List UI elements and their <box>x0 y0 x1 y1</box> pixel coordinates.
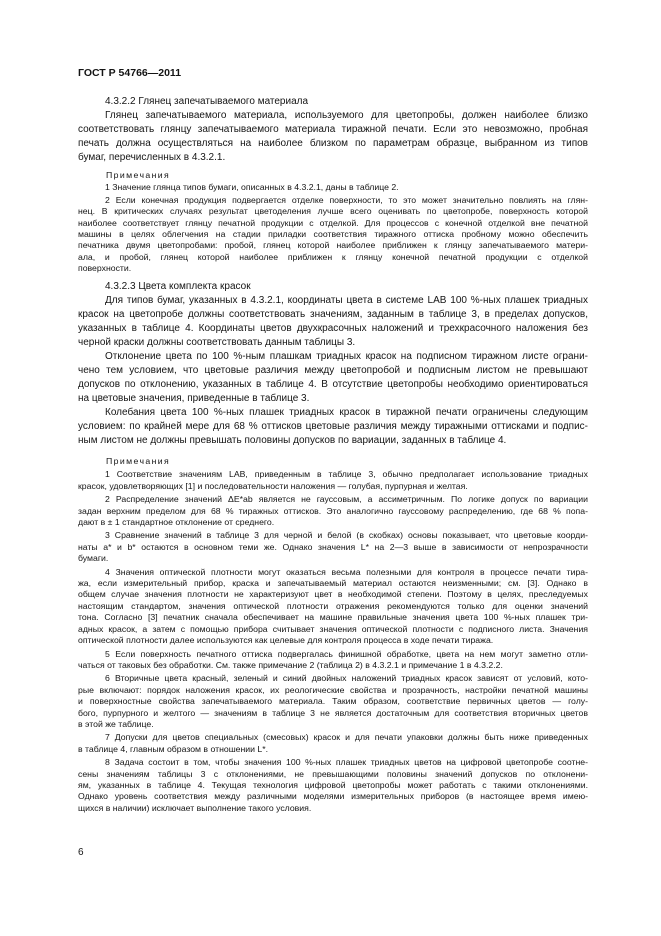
paragraph-line: печать должна осуществляться на наиболее близком по параметрам образце, выбранном из типов <box>78 138 588 149</box>
note-line: сены значениям таблицы 3 с отклонениями, не превышающими половины значений допусков по отклонени- <box>78 768 588 779</box>
note-line: 2 Если конечная продукция подвергается отделке поверхности, то это может значительно повлиять на глян- <box>105 194 588 205</box>
note-line: 5 Если поверхность печатного оттиска подвергалась финишной обработке, цвета на нем могут заметно отли- <box>105 648 588 659</box>
note-line: печатника двумя цветопробами: пробой, глянец которой наиболее приближен к глянцу запечатываемого матери- <box>78 240 588 251</box>
note-2 <box>78 195 588 275</box>
paragraph-line: указанных в таблице 4. Координаты цветов двухкрасочных наложений и трехкрасочного наложения без <box>78 323 588 334</box>
note-line: 1 Значение глянца типов бумаги, описанных в 4.3.2.1, даны в таблице 2. <box>105 182 399 193</box>
page-number: 6 <box>78 847 84 858</box>
note-4 <box>78 567 588 647</box>
note-line: красок, удовлетворяющих [1] и последовательности наложения — голубая, пурпурная и желтая. <box>78 480 468 491</box>
note-line: ям, указанных в таблице 4. Текущая технология цифровой цветопробы может работать с такими отклонениями. <box>78 779 588 790</box>
note-line: задан верхним пределом для 68 % тиражных оттисков. Это аналогично гауссовому распределению, где 68 % попа- <box>78 505 588 516</box>
note-line: в таблице 4, главным образом в отношении L*. <box>78 743 269 754</box>
note-line: тона. Согласно [3] печатник сначала обеспечивает на машине правильные значения цвета 100 %-ных плашек три- <box>78 612 588 623</box>
paragraph <box>78 406 588 448</box>
note-5 <box>78 649 588 672</box>
note-line: дают в ± 1 стандартное отклонение от среднего. <box>78 517 275 528</box>
note-line: 2 Распределение значений ΔE*ab является не гауссовым, а ассиметричным. По логике допуск по вариации <box>105 494 588 505</box>
section-body <box>78 95 588 165</box>
paragraph-line: допусков по отклонению, указанных в таблице 4. В отсутствие цветопробы необходимо ориентироваться <box>78 379 588 390</box>
note-line: настоящим стандартом, значения оптической плотности отражения рекомендуются только для оценки значений <box>78 600 588 611</box>
note-line: чаться от таковых без обработки. См. также примечание 2 (таблица 2) в 4.3.2.1 и примечание 1 в 4.3.2.2. <box>78 659 503 670</box>
note-line: поверхности. <box>78 263 132 274</box>
note-6 <box>78 673 588 730</box>
note-line: рые включают: порядок наложения красок, их реологические свойства и прозрачность, настройки печатной машины <box>78 684 588 695</box>
paragraph-line: Колебания цвета 100 %-ных плашек триадных красок в тиражной печати ограничены следующим <box>105 407 588 418</box>
paragraph-line: ным листом не должны превышать половины допусков по вариации, заданных в таблице 4. <box>78 435 507 446</box>
paragraph-line: черной краски должны соответствовать данным таблицы 3. <box>78 337 356 348</box>
note-line: адных красок, а затем с помощью прибора считывает значения оптической плотности с подписного листа. Значения <box>78 623 588 634</box>
note-8 <box>78 757 588 814</box>
note-line: наты a* и b* остаются в основном теми же. Однако значения L* на 2—3 выше в зависимости от непрозрачности <box>78 541 588 552</box>
note-2 <box>78 494 588 528</box>
note-line: машины в целях облегчения на стадии приладки соответствия тиражного оттиска пробному можно обеспечить <box>78 229 588 240</box>
note-line: 1 Соответствие значениям LAB, приведенным в таблице 3, обычно предполагает использование триадных <box>105 469 588 480</box>
note-line: общем случае значения плотности не характеризуют цвет в необходимой степени. Поэтому в целях, преследуемых <box>78 589 588 600</box>
note-7 <box>78 732 588 755</box>
section-body <box>78 280 588 448</box>
note-line: 6 Вторичные цвета красный, зеленый и синий двойных наложений триадных красок зависят от условий, кото- <box>105 673 588 684</box>
note-line: щихся в наличии) исключает выполнение такого условия. <box>78 802 312 813</box>
section-4-3-2-2 <box>78 95 588 275</box>
notes-block <box>78 456 588 814</box>
paragraph <box>78 294 588 350</box>
standard-code-header: ГОСТ Р 54766—2011 <box>78 67 182 79</box>
note-line: в этой же таблице. <box>78 718 154 729</box>
note-line: Однако уровень соответствия между различными моделями измерительных приборов (в настоящее время имею- <box>78 791 588 802</box>
paragraph-line: чено тем условием, что цветовые различия между цветопробой и подписным листом не превышают <box>78 365 588 376</box>
section-4-3-2-3 <box>78 280 588 814</box>
note-line: 4 Значения оптической плотности могут оказаться весьма полезными для контроля в процессе печати тира- <box>105 566 588 577</box>
note-line: 3 Сравнение значений в таблице 3 для черной и белой (в скобках) основы показывает, что цветовые коорди- <box>105 530 588 541</box>
paragraph-line: соответствовать глянцу запечатываемого материала тиражной печати. Если это невозможно, пробная <box>78 124 588 135</box>
notes-block <box>78 170 588 275</box>
note-line: 8 Задача состоит в том, чтобы значения 100 %-ных плашек триадных цветов на цифровой цветопробе соотне- <box>105 757 588 768</box>
note-line: нец. В критических случаях результат цветоделения лучше всего оценивать по цветопробе, поверхность которой <box>78 206 588 217</box>
paragraph-line: красок на цветопробе должны соответствовать значениям, заданным в таблице 3, в пределах допусков, <box>78 309 588 320</box>
paragraph-line: бумаг, перечисленных в 4.3.2.1. <box>78 152 226 163</box>
notes-title: Примечания <box>106 456 171 466</box>
paragraph-line: условием: по крайней мере для 68 % оттисков цветовые различия между тиражными оттисками и подпис- <box>78 421 588 432</box>
notes-title: Примечания <box>106 170 171 180</box>
paragraph <box>78 109 588 165</box>
note-line: и поверхностные свойства запечатываемого материала. Таким образом, соответствие первичных цветов — голу- <box>78 696 588 707</box>
note-line: ала, и пробой, глянец которой наиболее приближен к глянцу конечной печатной продукции с отделкой <box>78 251 588 262</box>
note-1 <box>78 469 588 492</box>
paragraph-line: Для типов бумаг, указанных в 4.3.2.1, координаты цвета в системе LAB 100 %-ных плашек триадных <box>105 295 588 306</box>
note-line: наиболее соответствует глянцу печатной продукции с отделкой. Для процессов с конечной отделкой вне печатной <box>78 217 588 228</box>
note-line: 7 Допуски для цветов специальных (смесовых) красок и для печати упаковки должны быть ниже приведенных <box>105 732 588 743</box>
paragraph <box>78 350 588 406</box>
paragraph-line: Глянец запечатываемого материала, используемого для цветопробы, должен наиболее близко <box>105 110 588 121</box>
section-heading: 4.3.2.2 Глянец запечатываемого материала <box>105 96 309 107</box>
paragraph-line: Отклонение цвета по 100 %-ным плашкам триадных красок на подписном тиражном листе ограни- <box>105 351 588 362</box>
note-line: оптической плотности далее используются как целевые для контроля процесса в ходе печати тиража. <box>78 635 494 646</box>
section-heading: 4.3.2.3 Цвета комплекта красок <box>105 281 251 292</box>
note-line: жа, если измерительный прибор, краска и запечатываемый материал остаются неизменными; см. [3]. Однако в <box>78 578 588 589</box>
note-line: бумаги. <box>78 553 109 564</box>
note-line: бого, пурпурного и желтого — значениям в таблице 3 не является достаточным для соответствия вторичных цветов <box>78 707 588 718</box>
note-3 <box>78 530 588 564</box>
paragraph-line: на цветовые значения, приведенные в таблице 3. <box>78 393 310 404</box>
note-1 <box>78 182 588 193</box>
